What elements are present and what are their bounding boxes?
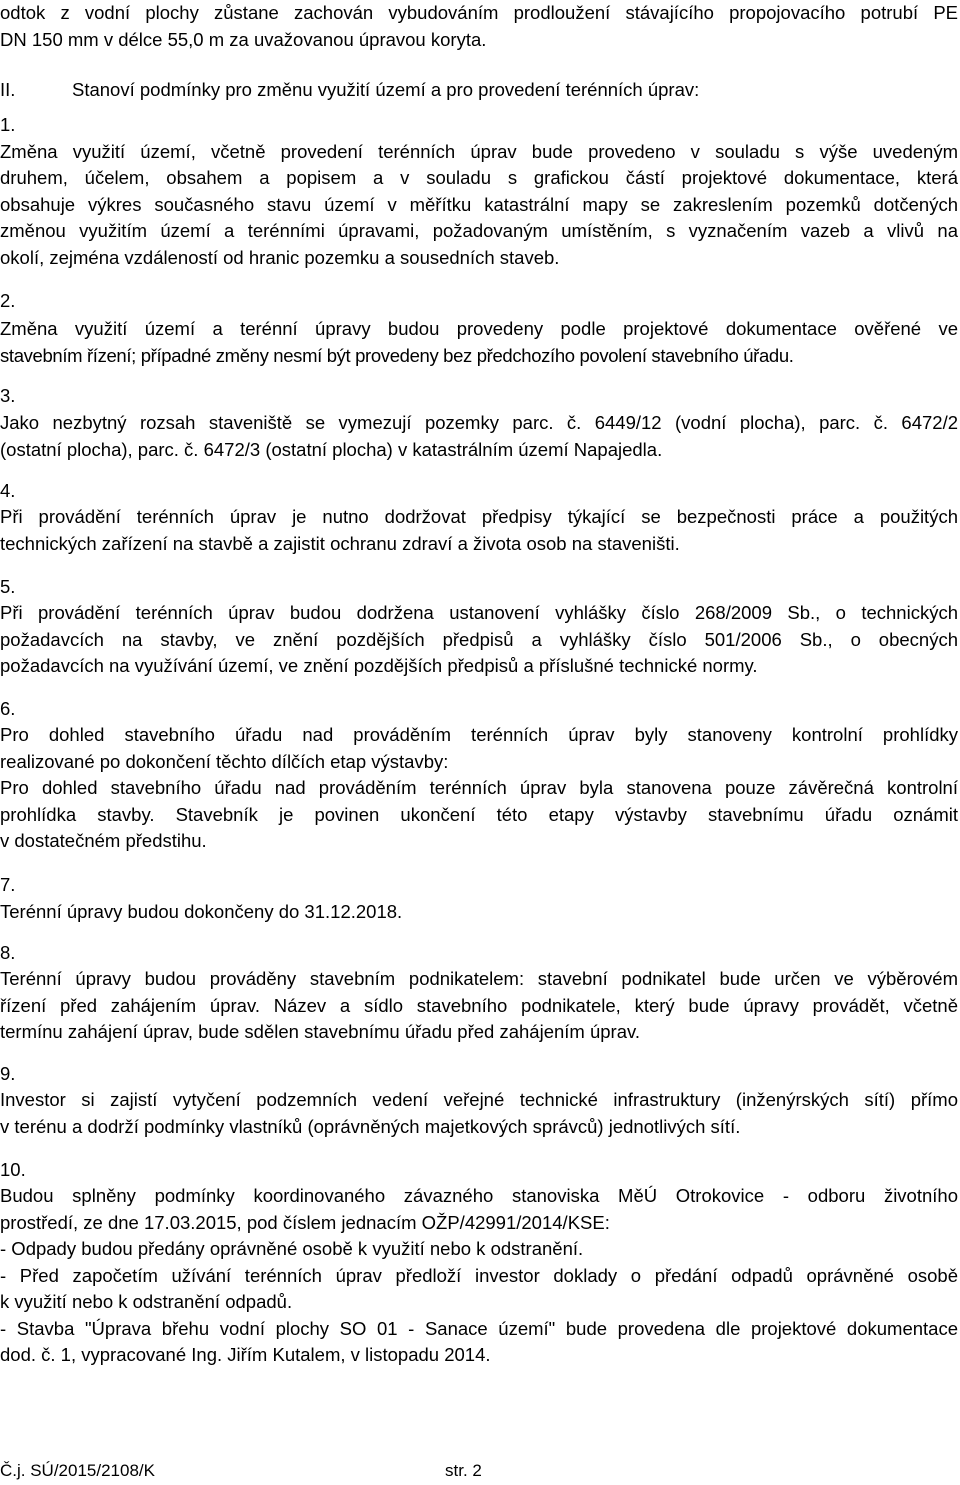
item-4-line-2: technických zařízení na stavbě a zajistit ochranu zdraví a života osob na staveništi.	[0, 532, 680, 554]
item-5-number: 5.	[0, 576, 16, 597]
intro-line-1: odtok z vodní plochy zůstane zachován vybudováním prodloužení stávajícího propojovacího potrubí PE	[0, 2, 958, 23]
item-9-line-2: v terénu a dodrží podmínky vlastníků (oprávněných majetkových správců) jednotlivých sítí.	[0, 1115, 741, 1137]
item-8-number: 8.	[0, 942, 16, 963]
item-1-line-1: Změna využití území, včetně provedení terénních úprav bude provedeno v souladu s výše uvedeným	[0, 140, 958, 162]
item-6-number: 6.	[0, 698, 16, 719]
item-8-line-3: termínu zahájení úprav, bude sdělen stavebnímu úřadu před zahájením úprav.	[0, 1021, 641, 1042]
item-6-line-5: v dostatečném předstihu.	[0, 830, 207, 851]
item-5-line-2: požadavcích na stavby, ve znění pozdějších předpisů a vyhlášky číslo 501/2006 Sb., o obecných	[0, 628, 958, 650]
item-4-line-1: Při provádění terénních úprav je nutno dodržovat předpisy týkající se bezpečnosti práce a použitých	[0, 506, 958, 527]
item-6-line-4: prohlídka stavby. Stavebník je povinen ukončení této etapy výstavby stavebnímu úřadu oznámit	[0, 803, 958, 825]
item-10-line-2: prostředí, ze dne 17.03.2015, pod číslem jednacím OŽP/42991/2014/KSE:	[0, 1211, 610, 1233]
item-10-line-1: Budou splněny podmínky koordinovaného závazného stanoviska MěÚ Otrokovice - odboru životního	[0, 1185, 958, 1206]
footer-reference: Č.j. SÚ/2015/2108/K	[0, 1461, 155, 1480]
item-10-line-5: k využití nebo k odstranění odpadů.	[0, 1291, 293, 1312]
item-2-line-2: stavebním řízení; případné změny nesmí být provedeny bez předchozího povolení stavebního úřadu.	[0, 344, 794, 366]
item-10-line-4: - Před započetím užívání terénních úprav předloží investor doklady o předání odpadů oprávněné osobě	[0, 1264, 958, 1286]
item-4-number: 4.	[0, 480, 16, 501]
item-9-line-1: Investor si zajistí vytyčení podzemních vedení veřejné technické infrastruktury (inženýrských sítí) přímo	[0, 1089, 958, 1110]
item-6-line-1: Pro dohled stavebního úřadu nad prováděním terénních úprav byly stanoveny kontrolní prohlídky	[0, 724, 958, 745]
item-6-line-3: Pro dohled stavebního úřadu nad prováděním terénních úprav byla stanovena pouze závěrečná kontrolní	[0, 777, 958, 798]
item-1-line-2: druhem, účelem, obsahem a popisem a v souladu s grafickou částí projektové dokumentace, která	[0, 167, 958, 188]
item-1-line-4: změnou využitím území a terénními úpravami, požadovaným umístěním, s vyznačením vazeb a vlivů na	[0, 220, 958, 241]
item-7-line-1: Terénní úpravy budou dokončeny do 31.12.2018.	[0, 901, 403, 922]
item-7-number: 7.	[0, 874, 16, 895]
item-8-line-2: řízení před zahájením úprav. Název a sídlo stavebního podnikatele, který bude úpravy provádět, včetně	[0, 994, 958, 1016]
item-3-line-2: (ostatní plocha), parc. č. 6472/3 (ostatní plocha) v katastrálním území Napajedla.	[0, 438, 663, 460]
item-1-number: 1.	[0, 114, 16, 135]
item-2-line-1: Změna využití území a terénní úpravy budou provedeny podle projektové dokumentace ověřené ve	[0, 318, 958, 339]
intro-line-2: DN 150 mm v délce 55,0 m za uvažovanou úpravou koryta.	[0, 28, 487, 50]
item-10-line-3: - Odpady budou předány oprávněné osobě k využití nebo k odstranění.	[0, 1238, 584, 1259]
item-3-line-1: Jako nezbytný rozsah staveniště se vymezují pozemky parc. č. 6449/12 (vodní plocha), parc. č. 6472/2	[0, 412, 958, 433]
footer-page-number: str. 2	[445, 1461, 482, 1480]
item-3-number: 3.	[0, 385, 16, 406]
item-8-line-1: Terénní úpravy budou prováděny stavebním podnikatelem: stavební podnikatel bude určen ve výběrovém	[0, 968, 958, 989]
item-10-line-7: dod. č. 1, vypracované Ing. Jiřím Kutalem, v listopadu 2014.	[0, 1344, 491, 1365]
item-6-line-2: realizované po dokončení těchto dílčích etap výstavby:	[0, 750, 449, 772]
item-5-line-3: požadavcích na využívání území, ve znění pozdějších předpisů a příslušné technické normy.	[0, 655, 758, 676]
item-10-line-6: - Stavba "Úprava břehu vodní plochy SO 01 - Sanace území" bude provedena dle projektové dokumentace	[0, 1317, 958, 1339]
item-2-number: 2.	[0, 290, 16, 311]
section-title: Stanoví podmínky pro změnu využití území a pro provedení terénních úprav:	[72, 79, 700, 100]
item-9-number: 9.	[0, 1063, 16, 1084]
section-number: II.	[0, 79, 16, 100]
item-1-line-3: obsahuje výkres současného stavu území v měřítku katastrální mapy se zakreslením pozemků dotčených	[0, 193, 958, 215]
item-5-line-1: Při provádění terénních úprav budou dodržena ustanovení vyhlášky číslo 268/2009 Sb., o technických	[0, 602, 958, 623]
item-1-line-5: okolí, zejména vzdáleností od hranic pozemku a sousedních staveb.	[0, 246, 560, 268]
item-10-number: 10.	[0, 1159, 26, 1180]
